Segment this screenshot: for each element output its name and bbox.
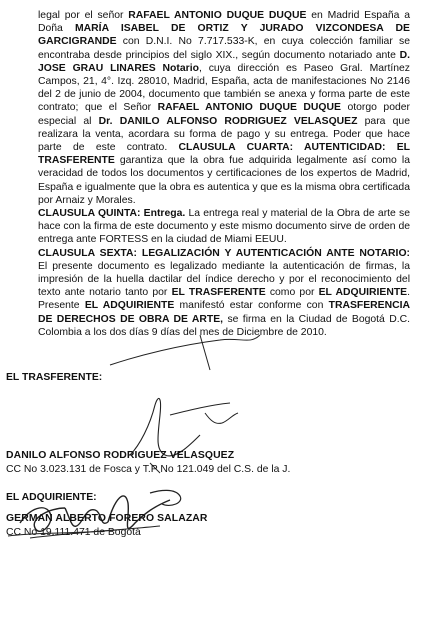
text-run: legal por el señor [38, 10, 129, 21]
bold-text-run: MARÍA ISABEL DE ORTIZ Y JURADO VIZCONDESA DE GARCIGRANDE [38, 23, 410, 48]
bold-text-run: CLAUSULA SEXTA: LEGALIZACIÓN Y AUTENTICACIÓN ANTE NOTARIO: [38, 247, 410, 259]
text-run: como por [265, 287, 319, 299]
adquiriente-id-scribble [6, 524, 126, 546]
bold-text-run: EL ADQUIRIENTE [318, 287, 408, 299]
text-run: El presente documento es legalizado mediante la autenticación de firmas, la impresión de la huella dactilar del índice derecho y por el reconocimiento del texto ante notario tanto por [38, 260, 410, 299]
contract-text [38, 9, 410, 339]
text-run: en Madrid España a Doña [38, 10, 410, 35]
bold-text-run: D. JOSE GRAU LINARES Notario [38, 49, 410, 74]
text-run: para que realizara la venta, acordara su forma de pago y su entrega. Poder que hace parte de este contrato. [38, 115, 410, 154]
text-run: otorgo poder especial al [38, 102, 410, 127]
bold-text-run: TRASFERENCIA DE DERECHOS DE OBRA DE ARTE, [38, 300, 410, 325]
text-run: . Presente [38, 287, 410, 312]
handwritten-mark-top [100, 315, 280, 375]
text-run: con D.N.I. No 7.717.533-K, en cuya colección familiar se encontraba desde principios del siglo XIX., según documento notariado ante [38, 36, 410, 61]
bold-text-run: EL TRASFERENTE [171, 287, 266, 299]
transferente-label: EL TRASFERENTE: [6, 372, 103, 383]
paragraph [38, 9, 410, 207]
bold-text-run: Dr. DANILO ALFONSO RODRIGUEZ VELASQUEZ [98, 115, 358, 127]
text-run: se firma en la Ciudad de Bogotá D.C. Colombia a los dos días 9 días del mes de Diciembre de 2010. [38, 313, 410, 338]
text-run: garantiza que la obra fue adquirida legalmente así como la veracidad de todos los documentos y certificaciones de los expertos de Madrid, España e igualmente que la obra es autentica y que es la misma obra certificada por Arnaiz y Morales. [38, 155, 410, 206]
adquiriente-label: EL ADQUIRIENTE: [6, 492, 97, 503]
adquiriente-name: GERMAN ALBERTO FORERO SALAZAR [6, 513, 208, 524]
transferente-name: DANILO ALFONSO RODRIGUEZ VELASQUEZ [6, 450, 235, 461]
text-run: , cuya dirección es Paseo Gral. Martínez Campos, 21, 4°. Izq. 28010, Madrid, España, acta de manifestaciones No 2146 del 2 de junio de 2004, documento que también se anexa y forma parte de este contrato; que el Señor [38, 62, 410, 114]
bold-text-run: RAFAEL ANTONIO DUQUE DUQUE [128, 10, 307, 21]
text-run: La entrega real y material de la Obra de arte se hace con la firma de este documento y este mismo documento sirve de orden de entrega ante FORTESS en la ciudad de Miami EEUU. [38, 208, 410, 246]
paragraph [38, 207, 410, 247]
bold-text-run: CLAUSULA QUINTA: Entrega. [38, 208, 186, 220]
bold-text-run: RAFAEL ANTONIO DUQUE DUQUE [157, 102, 341, 114]
bold-text-run: CLAUSULA CUARTA: AUTENTICIDAD: EL TRASFERENTE [38, 142, 411, 167]
adquiriente-id: CC No 19.111.471 de Bogotá [6, 527, 141, 538]
transferente-id: CC No 3.023.131 de Fosca y T.P No 121.049 del C.S. de la J. [6, 464, 291, 475]
text-run: manifestó estar conforme con [174, 300, 329, 312]
bold-text-run: EL ADQUIRIENTE [84, 300, 175, 312]
transferente-signature [110, 385, 260, 475]
